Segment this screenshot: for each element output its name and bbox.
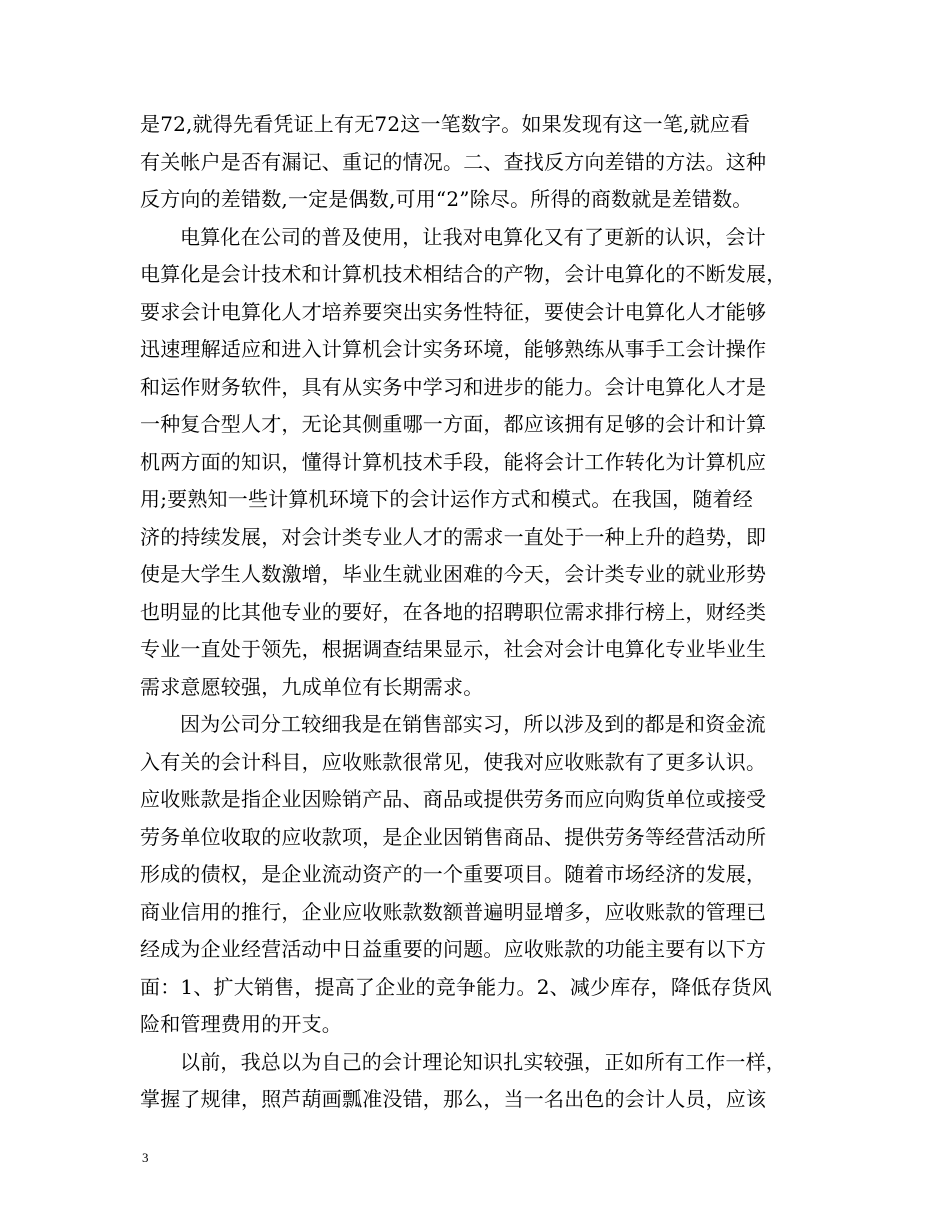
paragraph-first-line: 以前，我总以为自己的会计理论知识扎实较强，正如所有工作一样， (180, 1049, 786, 1074)
text-line: 反方向的差错数,一定是偶数,可用“2”除尽。所得的商数就是差错数。 (140, 187, 753, 211)
text-line: 也明显的比其他专业的要好，在各地的招聘职位需求排行榜上，财经类 (140, 599, 767, 624)
text-line: 用;要熟知一些计算机环境下的会计运作方式和模式。在我国，随着经 (140, 487, 753, 511)
text-line: 劳务单位收取的应收款项，是企业因销售商品、提供劳务等经营活动所 (140, 824, 767, 849)
text-line: 面：1、扩大销售，提高了企业的竞争能力。2、减少库存，降低存货风 (140, 974, 772, 999)
text-line: 应收账款是指企业因赊销产品、商品或提供劳务而应向购货单位或接受 (140, 787, 767, 811)
text-line: 专业一直处于领先，根据调查结果显示，社会对会计电算化专业毕业生 (140, 637, 767, 661)
text-line: 要求会计电算化人才培养要突出实务性特征，要使会计电算化人才能够 (140, 299, 767, 324)
text-line: 迅速理解适应和进入计算机会计实务环境，能够熟练从事手工会计操作 (140, 337, 767, 361)
paragraph-first-line: 电算化在公司的普及使用，让我对电算化又有了更新的认识，会计 (180, 224, 766, 249)
page-number: 3 (142, 1150, 149, 1165)
paragraph-first-line: 因为公司分工较细我是在销售部实习，所以涉及到的都是和资金流 (180, 712, 766, 736)
text-line: 经成为企业经营活动中日益重要的问题。应收账款的功能主要有以下方 (140, 937, 767, 961)
text-line: 商业信用的推行，企业应收账款数额普遍明显增多，应收账款的管理已 (140, 899, 767, 924)
text-line: 电算化是会计技术和计算机技术相结合的产物，会计电算化的不断发展， (140, 262, 787, 286)
text-line: 需求意愿较强，九成单位有长期需求。 (140, 674, 484, 699)
text-line: 险和管理费用的开支。 (140, 1012, 342, 1036)
text-line: 济的持续发展，对会计类专业人才的需求一直处于一种上升的趋势，即 (140, 524, 767, 549)
text-line: 入有关的会计科目，应收账款很常见，使我对应收账款有了更多认识。 (140, 749, 767, 774)
text-line: 是72,就得先看凭证上有无72这一笔数字。如果发现有这一笔,就应看 (140, 112, 751, 136)
body-text (140, 106, 820, 1119)
text-line: 机两方面的知识，懂得计算机技术手段，能将会计工作转化为计算机应 (140, 449, 767, 474)
text-line: 掌握了规律，照芦葫画瓢准没错，那么，当一名出色的会计人员，应该 (140, 1087, 767, 1111)
text-line: 一种复合型人才，无论其侧重哪一方面，都应该拥有足够的会计和计算 (140, 412, 767, 436)
text-line: 和运作财务软件，具有从实务中学习和进步的能力。会计电算化人才是 (140, 374, 767, 399)
text-line: 形成的债权，是企业流动资产的一个重要项目。随着市场经济的发展， (140, 862, 767, 886)
text-line: 有关帐户是否有漏记、重记的情况。二、查找反方向差错的方法。这种 (140, 149, 767, 174)
text-line: 使是大学生人数激增，毕业生就业困难的今天，会计类专业的就业形势 (140, 562, 767, 586)
